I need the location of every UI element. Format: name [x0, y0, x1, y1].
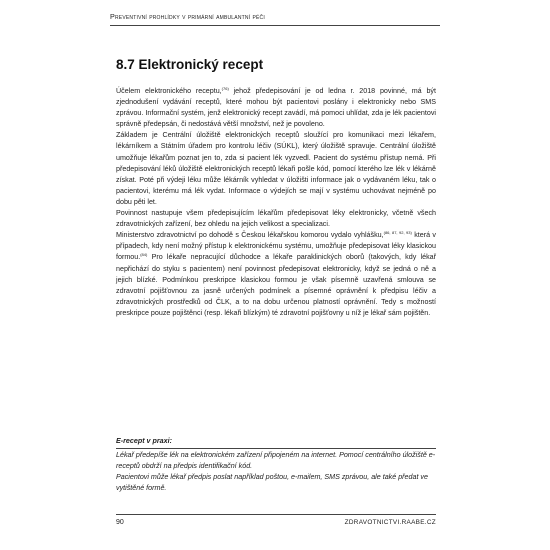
practice-line-1: Lékař předepíše lék na elektronickém zařízení připojeném na internet. Pomocí centrálního úložiště e-receptů obdrží na předpis identifikační kód. [116, 451, 436, 471]
page-footer [116, 514, 436, 526]
page-number: 90 [116, 519, 124, 526]
footer-site: ZDRAVOTNICTVI.RAABE.CZ [344, 519, 436, 526]
paragraph-1: Účelem elektronického receptu,$^{(76)}$ jehož předepisování je od ledna r. 2018 povinné, má být zjednodušení vydávání receptů, které mohou být pacientovi poslány i elektronicky nebo SMS zprávou. Informační systém, jenž elektronický recept zavádí, má pomoci uhlídat, zda je lék pacientovi správně předepsán, či nedostává větší množství, než je povoleno. [116, 86, 436, 129]
section-title: 8.7 Elektronický recept [116, 57, 264, 72]
running-head-text: Preventivní prohlídky v primární ambulantní péči [110, 12, 265, 21]
paragraph-4: Ministerstvo zdravotnictví po dohodě s Českou lékařskou komorou vydalo vyhlášku,$^{(86, 87, 92, 93)}$ která v případech, kdy není možný přístup k elektronickému systému, umožňuje předepisovat léky klasickou formou.$^{(84)}$ Pro lékaře nepracující důchodce a lékaře paraklinických oborů (takových, kdy lékař nepřichází do styku s pacientem) není povinnost předepisovat elektronicky, když se jedná o ně a jejich blízké. Podmínkou preskripce klasickou formou je však písemně uzavřená smlouva se zdravotní pojišťovnou za jasně určených podmínek a písemné oprávnění k předpisu léčiv a zdravotnických prostředků od ČLK, a to na dobu určenou platností oprávnění. Tedy s možností preskripce pouze pojištěnci (resp. lékaři blízkým) té zdravotní pojišťovny u níž je lékař sám pojištěn. [116, 230, 436, 317]
paragraph-3: Povinnost nastupuje všem předepisujícím lékařům předepisovat léky elektronicky, včetně všech zdravotnických zařízení, bez ohledu na jejich velikost a specializaci. [116, 209, 436, 229]
citation: (86, 87, 92, 93) [383, 230, 412, 236]
body-text [116, 86, 436, 319]
practice-heading: E-recept v praxi: [116, 436, 436, 449]
citation: (76) [221, 86, 229, 91]
paragraph-2: Základem je Centrální úložiště elektronických receptů sloužící pro komunikaci mezi lékařem, lékárníkem a Státním úřadem pro kontrolu léčiv (SÚKL), který úložiště spravuje. Centrální úložiště umožňuje lékařům poznat jen to, zda si pacient lék vyzvedl. Pacient do systému přístup nemá. Při předepisování léků úložiště elektronických receptů lékaři pošle kód, pomocí kterého lze lék v lékárně získat. Poté při výdeji léku může lékárník vyhledat v úložišti informace jak o vydávaném léku, tak o pacientovi, kterému má lék vydat. Informace o výdejích se mají v systému uchovávat nejméně po dobu pěti let. [116, 131, 436, 206]
running-head [110, 12, 440, 26]
practice-line-2: Pacientovi může lékař předpis poslat například poštou, e-mailem, SMS zprávou, ale také předat ve vytištěné formě. [116, 473, 428, 493]
citation: (84) [140, 252, 148, 258]
practice-box [116, 436, 436, 494]
